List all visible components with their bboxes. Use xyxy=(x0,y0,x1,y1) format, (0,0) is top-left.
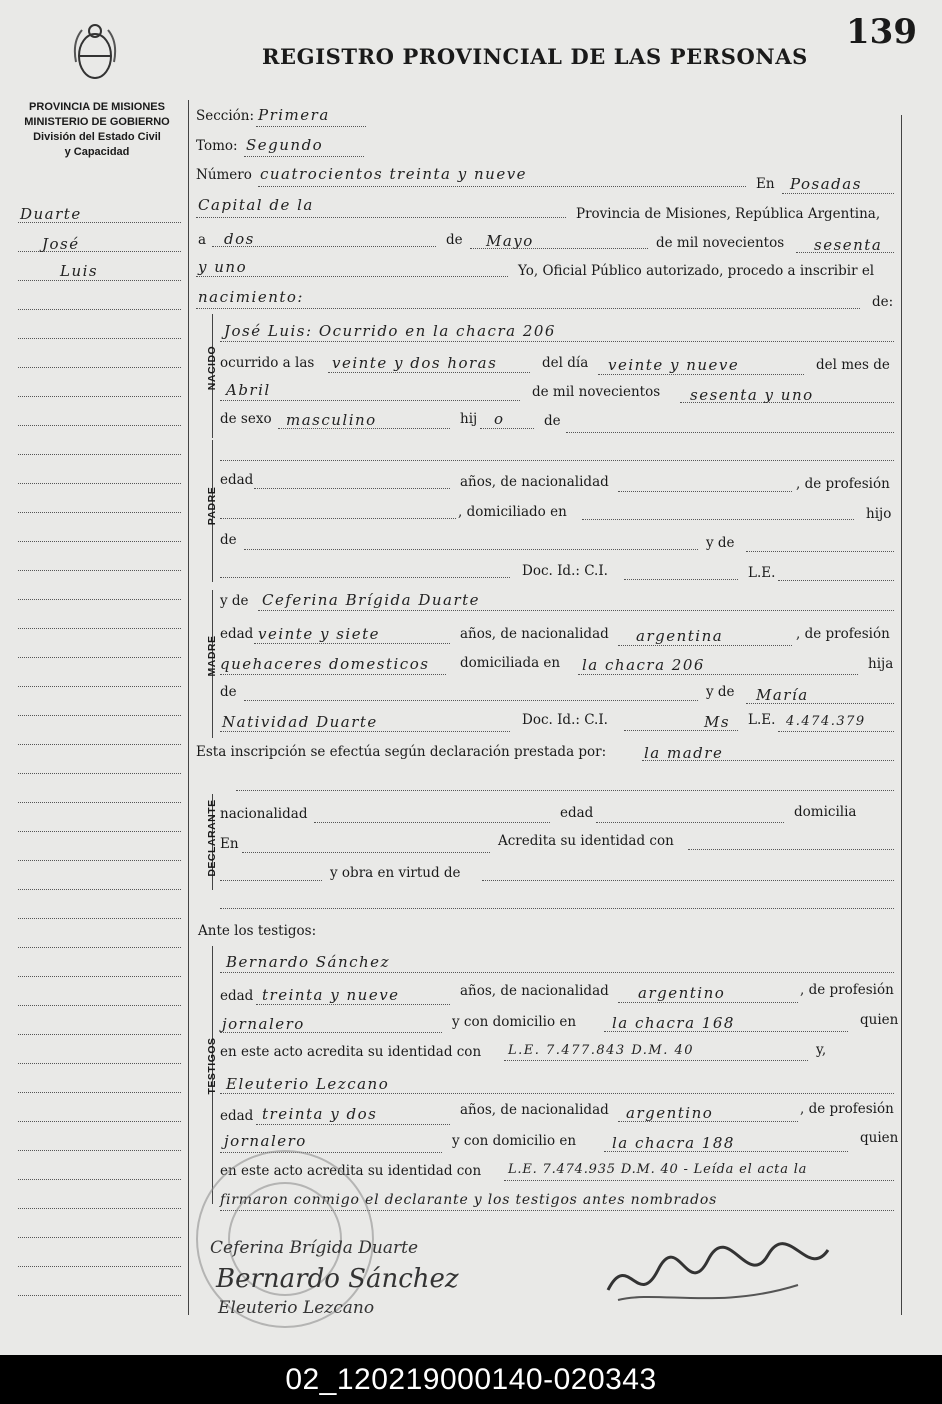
decl-obra-label: y obra en virtud de xyxy=(330,865,461,881)
margin-rule xyxy=(18,976,181,977)
margin-rule xyxy=(18,686,181,687)
del-dia-label: del día xyxy=(542,355,589,371)
en-value: Posadas xyxy=(790,175,862,193)
padre-prof-label: , de profesión xyxy=(796,476,890,492)
t2-quien-label: quien xyxy=(860,1130,899,1146)
nombre-value: José Luis: Ocurrido en la chacra 206 xyxy=(224,322,556,340)
t1-edad: treinta y nueve xyxy=(262,986,400,1004)
left-border xyxy=(188,100,189,1315)
margin-rule xyxy=(18,628,181,629)
ministry-line: y Capacidad xyxy=(64,146,130,158)
margin-rule xyxy=(18,1150,181,1151)
margin-rule xyxy=(18,715,181,716)
padre-le-label: L.E. xyxy=(748,565,776,581)
declarante-value: la madre xyxy=(644,744,724,762)
t2-prof: jornalero xyxy=(224,1132,307,1150)
margin-rule xyxy=(18,918,181,919)
seccion-value: Primera xyxy=(258,106,330,124)
a-label: a xyxy=(198,232,207,248)
sexo-value: masculino xyxy=(286,411,377,429)
margin-name: Luis xyxy=(60,262,99,280)
madre-de-value: María xyxy=(756,686,809,704)
margin-rule xyxy=(18,657,181,658)
margin-rule xyxy=(18,1063,181,1064)
margin-rule xyxy=(18,1295,181,1296)
page-title: REGISTRO PROVINCIAL DE LAS PERSONAS xyxy=(262,44,808,69)
t2-edad: treinta y dos xyxy=(262,1105,378,1123)
inscripcion-label: Esta inscripción se efectúa según declaración prestada por: xyxy=(196,744,607,760)
numero-label: Número xyxy=(196,167,252,183)
ante-label: Ante los testigos: xyxy=(198,923,317,939)
margin-rule xyxy=(18,570,181,571)
page-number: 139 xyxy=(846,12,917,52)
de-label-2: de xyxy=(544,413,561,429)
scan-id: 02_120219000140-020343 xyxy=(0,1355,942,1404)
hora-value: veinte y dos horas xyxy=(332,354,498,372)
mes-value: Mayo xyxy=(486,232,534,250)
padre-doc-label: Doc. Id.: C.I. xyxy=(522,563,608,579)
yo-label: Yo, Oficial Público autorizado, procedo a inscribir el xyxy=(518,263,875,279)
decl-nac-label: nacionalidad xyxy=(220,806,308,822)
margin-rule xyxy=(18,599,181,600)
ministry-line: División del Estado Civil xyxy=(33,131,161,143)
t2-doc: L.E. 7.474.935 D.M. 40 - Leída el acta la xyxy=(508,1162,808,1177)
madre-le-label: L.E. xyxy=(748,712,776,728)
t2-edad-label: edad xyxy=(220,1108,254,1124)
margin-rule xyxy=(18,541,181,542)
margin-rule xyxy=(18,860,181,861)
margin-rule xyxy=(18,1005,181,1006)
t2-nombre: Eleuterio Lezcano xyxy=(226,1075,390,1093)
t1-dom-label: y con domicilio en xyxy=(452,1014,577,1030)
sexo-label: de sexo xyxy=(220,411,272,427)
ministry-line: MINISTERIO DE GOBIERNO xyxy=(24,116,170,128)
section-testigos: TESTIGOS xyxy=(206,1037,218,1095)
t2-dom-label: y con domicilio en xyxy=(452,1133,577,1149)
t1-edad-label: edad xyxy=(220,988,254,1004)
tomo-value: Segundo xyxy=(246,136,324,154)
madre-edad-label: edad xyxy=(220,626,254,642)
margin-rule xyxy=(18,744,181,745)
t2-nac-label: años, de nacionalidad xyxy=(460,1102,609,1118)
decl-edad-label: edad xyxy=(560,805,594,821)
t2-nac: argentino xyxy=(626,1104,714,1122)
section-nacido: NACIDO xyxy=(206,345,218,391)
margin-rule xyxy=(18,773,181,774)
decl-dom-label: domicilia xyxy=(794,804,857,820)
t1-y-label: y, xyxy=(816,1042,827,1058)
padre-dom-label: , domiciliado en xyxy=(458,504,567,520)
t1-acredita-label: en este acto acredita su identidad con xyxy=(220,1044,482,1060)
margin-rule xyxy=(18,1237,181,1238)
margin-name: Duarte xyxy=(20,205,82,223)
madre-yde2-label: y de xyxy=(706,684,735,700)
ministry-block xyxy=(12,100,182,160)
right-border xyxy=(901,115,902,1315)
capital-value: Capital de la xyxy=(198,196,314,214)
margin-rule xyxy=(18,889,181,890)
madre-nombre: Ceferina Brígida Duarte xyxy=(262,591,481,609)
madre-nac: argentina xyxy=(636,627,724,645)
madre-edad: veinte y siete xyxy=(258,625,381,643)
madre-yde-label: y de xyxy=(220,593,249,609)
t2-acredita-label: en este acto acredita su identidad con xyxy=(220,1163,482,1179)
section-madre: MADRE xyxy=(206,635,218,677)
tomo-label: Tomo: xyxy=(196,138,238,154)
ocurrido-label: ocurrido a las xyxy=(220,355,315,371)
dia-value: dos xyxy=(224,230,255,248)
margin-rule xyxy=(18,1266,181,1267)
del-mes-label: del mes de xyxy=(816,357,890,373)
madre-de-label: de xyxy=(220,684,237,700)
margin-rule xyxy=(18,483,181,484)
t2-dom: la chacra 188 xyxy=(612,1134,735,1152)
padre-de-label: de xyxy=(220,532,237,548)
madre-prof: quehaceres domesticos xyxy=(220,655,430,673)
madre-doc-label: Doc. Id.: C.I. xyxy=(522,712,608,728)
anio-b-value: y uno xyxy=(198,258,248,276)
acto-value: nacimiento: xyxy=(198,288,304,306)
numero-value: cuatrocientos treinta y nueve xyxy=(260,165,528,183)
t2-prof-label: , de profesión xyxy=(800,1101,894,1117)
t1-prof-label: , de profesión xyxy=(800,982,894,998)
mil-label: de mil novecientos xyxy=(656,235,785,251)
coat-of-arms-icon xyxy=(72,22,118,84)
section-declarante: DECLARANTE xyxy=(206,799,218,877)
margin-rule xyxy=(18,280,181,281)
section-padre: PADRE xyxy=(206,486,218,526)
padre-yde-label: y de xyxy=(706,535,735,551)
margin-name: José xyxy=(42,235,80,253)
margin-rule xyxy=(18,1121,181,1122)
margin-rule xyxy=(18,1208,181,1209)
margin-rule xyxy=(18,338,181,339)
margin-rule xyxy=(18,947,181,948)
t1-nac-label: años, de nacionalidad xyxy=(460,983,609,999)
provincia-label: Provincia de Misiones, República Argentina, xyxy=(576,206,881,222)
margin-rule xyxy=(18,831,181,832)
margin-rule xyxy=(18,425,181,426)
official-signature-icon xyxy=(598,1230,838,1330)
t1-nac: argentino xyxy=(638,984,726,1002)
decl-acredita-label: Acredita su identidad con xyxy=(498,833,674,849)
signature-testigo-2: Eleuterio Lezcano xyxy=(218,1298,375,1318)
mes-nac-value: Abril xyxy=(226,381,271,399)
anio-a-value: sesenta xyxy=(814,236,883,254)
cierre-text: firmaron conmigo el declarante y los testigos antes nombrados xyxy=(220,1192,718,1208)
padre-nac-label: años, de nacionalidad xyxy=(460,474,609,490)
t1-nombre: Bernardo Sánchez xyxy=(226,953,390,971)
margin-rule xyxy=(18,1179,181,1180)
signature-madre: Ceferina Brígida Duarte xyxy=(210,1238,419,1258)
anio-nac-value: sesenta y uno xyxy=(690,386,814,404)
madre-prof-label: , de profesión xyxy=(796,626,890,642)
dia-nac-value: veinte y nueve xyxy=(608,356,740,374)
madre-le: 4.474.379 xyxy=(786,714,866,729)
madre-de2-value: Natividad Duarte xyxy=(222,713,378,731)
hij-label: hij xyxy=(460,411,478,427)
ministry-line: PROVINCIA DE MISIONES xyxy=(29,101,165,113)
margin-rule xyxy=(18,367,181,368)
margin-rule xyxy=(18,309,181,310)
t1-doc: L.E. 7.477.843 D.M. 40 xyxy=(508,1043,695,1058)
en-label: En xyxy=(756,176,775,192)
madre-nac-label: años, de nacionalidad xyxy=(460,626,609,642)
seccion-label: Sección: xyxy=(196,108,255,124)
t1-dom: la chacra 168 xyxy=(612,1014,735,1032)
hij-suffix: o xyxy=(494,410,505,428)
madre-dom: la chacra 206 xyxy=(582,656,705,674)
mil-nac-label: de mil novecientos xyxy=(532,384,661,400)
madre-ci: Ms xyxy=(704,713,731,731)
de-label: de xyxy=(446,232,463,248)
margin-rule xyxy=(18,1034,181,1035)
madre-dom-label: domiciliada en xyxy=(460,655,561,671)
margin-rule xyxy=(18,512,181,513)
margin-rule xyxy=(18,1092,181,1093)
padre-edad-label: edad xyxy=(220,472,254,488)
padre-hijo-label: hijo xyxy=(866,506,892,522)
margin-rule xyxy=(18,396,181,397)
t1-quien-label: quien xyxy=(860,1012,899,1028)
madre-hija-label: hija xyxy=(868,656,894,672)
margin-rule xyxy=(18,454,181,455)
decl-en-label: En xyxy=(220,836,239,852)
t1-prof: jornalero xyxy=(222,1015,305,1033)
de-colon-label: de: xyxy=(872,294,894,310)
signature-testigo-1: Bernardo Sánchez xyxy=(216,1264,459,1294)
margin-rule xyxy=(18,802,181,803)
